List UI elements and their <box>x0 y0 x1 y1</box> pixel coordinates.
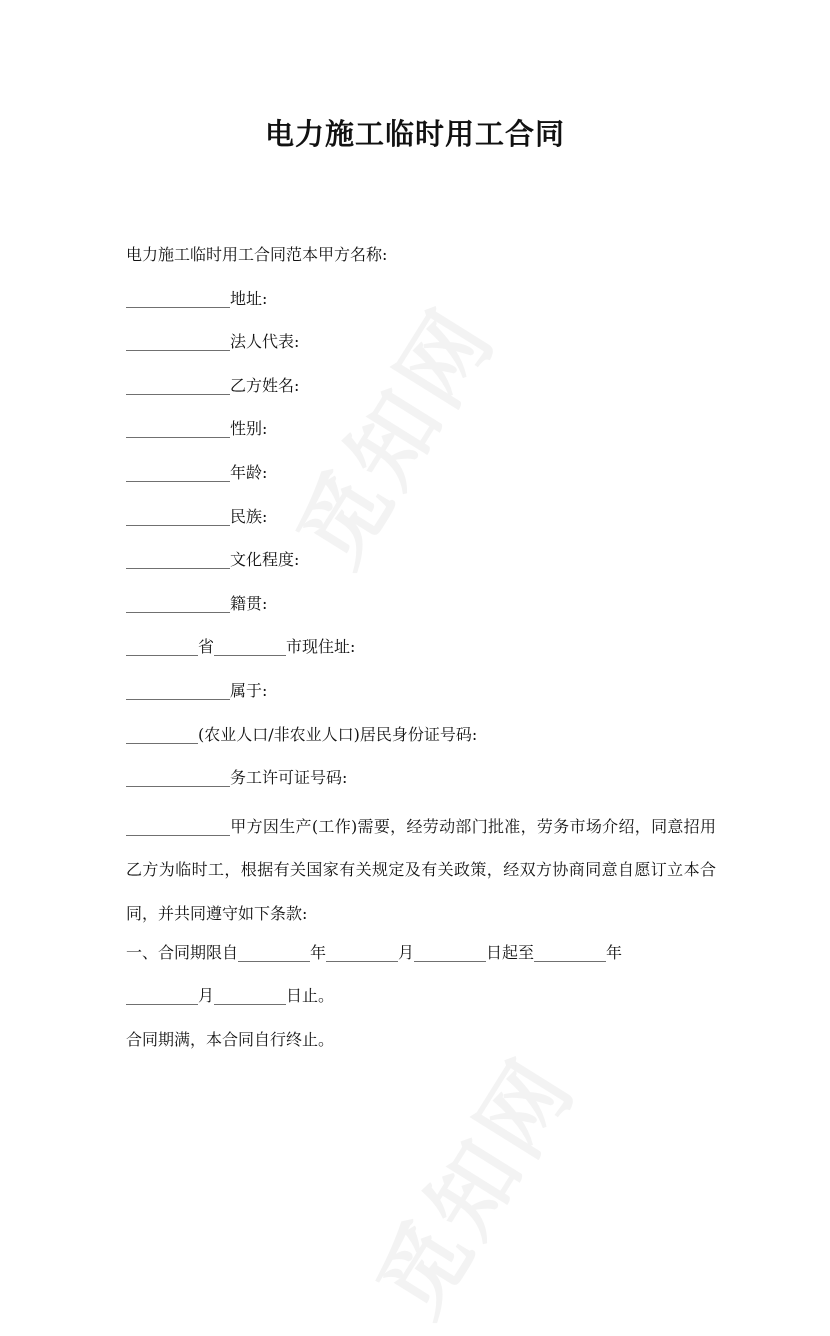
field-line-province-city-address: _________省_________市现住址: <box>126 637 356 657</box>
field-line-address: _____________地址: <box>126 288 268 308</box>
field-line-legal-representative: _____________法人代表: <box>126 332 300 352</box>
field-line-education: _____________文化程度: <box>126 550 300 570</box>
clause-1-line-2: _________月_________日止。 <box>126 986 335 1006</box>
watermark: 觅知网 <box>278 289 515 584</box>
document-body <box>126 238 716 1066</box>
field-line-belongs-to: _____________属于: <box>126 680 268 700</box>
field-line-gender: _____________性别: <box>126 419 268 439</box>
field-line-native-place: _____________籍贯: <box>126 593 268 613</box>
field-line-age: _____________年龄: <box>126 462 268 482</box>
document-title: 电力施工临时用工合同 <box>264 117 565 151</box>
field-line-id-number: _________(农业人口/非农业人口)居民身份证号码: <box>126 724 478 744</box>
watermark: 觅知网 <box>358 1039 595 1334</box>
clause-1-line-1: 一、合同期限自_________年_________月_________日起至_________年 <box>126 942 623 962</box>
field-line-work-permit: _____________务工许可证号码: <box>126 768 348 788</box>
field-line-party-b-name: _____________乙方姓名: <box>126 375 300 395</box>
preamble-paragraph: _____________甲方因生产(工作)需要，经劳动部门批准，劳务市场介绍，同意招用乙方为临时工，根据有关国家有关规定及有关政策，经双方协商同意自愿订立本合同，并共同遵守如下条款: <box>126 816 716 923</box>
field-line-ethnicity: _____________民族: <box>126 506 268 526</box>
field-line-party-a-name: 电力施工临时用工合同范本甲方名称: <box>126 245 388 264</box>
closing-line: 合同期满，本合同自行终止。 <box>126 1029 335 1049</box>
